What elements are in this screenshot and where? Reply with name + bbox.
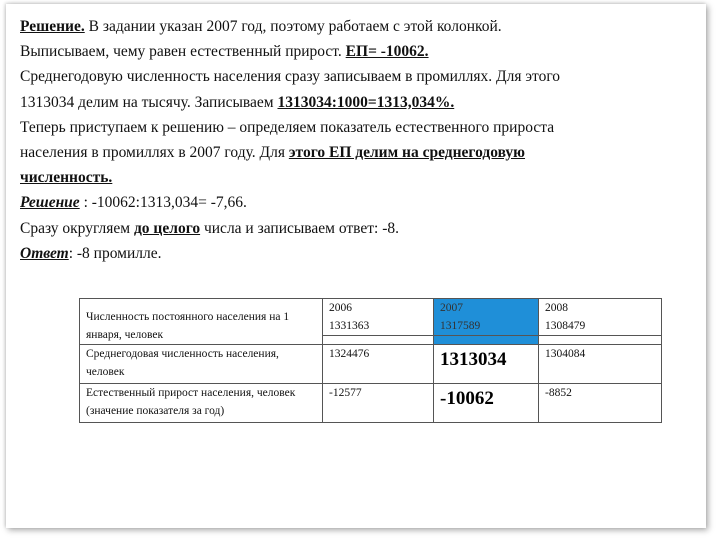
text-span: Среднегодовую численность населения сразу записываем в промиллях. Для этого xyxy=(20,68,561,86)
text-line-7 xyxy=(20,165,700,190)
text-line-1 xyxy=(20,14,700,39)
table-cell xyxy=(434,384,539,423)
text-line-3 xyxy=(20,64,700,89)
year-label: 2008 xyxy=(545,302,568,314)
solution-text xyxy=(20,14,700,266)
ep-value: ЕП= -10062. xyxy=(345,43,429,61)
text-span: Сразу округляем xyxy=(20,219,134,237)
cell-value: -8852 xyxy=(545,387,572,399)
text-span: числа и записываем ответ: -8. xyxy=(200,219,400,237)
year-label: 2007 xyxy=(440,302,463,314)
highlighted-value: -10062 xyxy=(440,388,494,409)
table-cell xyxy=(434,336,539,345)
table-cell xyxy=(539,336,662,345)
text-line-9 xyxy=(20,216,700,241)
cell-value: 1317589 xyxy=(440,320,481,332)
table-cell xyxy=(80,299,323,345)
year-header-2006 xyxy=(323,299,434,336)
text-span: : -10062:1313,034= -7,66. xyxy=(79,194,247,212)
table-cell xyxy=(434,345,539,384)
solution-label: Решение xyxy=(20,194,80,212)
table-cell xyxy=(539,345,662,384)
division-result: 1313034:1000=1313,034%. xyxy=(277,93,455,111)
row-label: Численность постоянного населения на 1 января, человек xyxy=(86,311,290,341)
emphasis-text: численность. xyxy=(20,169,113,187)
text-line-5 xyxy=(20,115,700,140)
table-cell xyxy=(80,384,323,423)
row-label: Среднегодовая численность населения, человек xyxy=(86,348,279,378)
text-span: : -8 промилле. xyxy=(68,244,162,262)
text-span: Теперь приступаем к решению – определяем показатель естественного прироста xyxy=(20,118,555,136)
text-line-10 xyxy=(20,241,700,266)
year-label: 2006 xyxy=(329,302,352,314)
text-span: Выписываем, чему равен естественный прирост. xyxy=(20,43,346,61)
table-row xyxy=(80,384,662,423)
year-header-2008 xyxy=(539,299,662,336)
text-span: населения в промиллях в 2007 году. Для xyxy=(20,144,289,162)
table-row xyxy=(80,299,662,336)
row-label: Естественный прирост населения, человек (значение показателя за год) xyxy=(86,387,296,417)
table-cell xyxy=(323,336,434,345)
cell-value: 1304084 xyxy=(545,348,586,360)
text-span: В задании указан 2007 год, поэтому работаем с этой колонкой. xyxy=(84,18,502,35)
table-row xyxy=(80,345,662,384)
table-cell xyxy=(539,384,662,423)
text-line-4 xyxy=(20,90,700,115)
highlighted-value: 1313034 xyxy=(440,349,507,370)
solution-heading: Решение. xyxy=(20,18,85,35)
table-cell xyxy=(323,345,434,384)
text-span: 1313034 делим на тысячу. Записываем xyxy=(20,93,278,111)
text-line-8 xyxy=(20,190,700,215)
cell-value: 1331363 xyxy=(329,320,370,332)
cell-value: 1324476 xyxy=(329,348,370,360)
text-line-6 xyxy=(20,140,700,165)
population-table xyxy=(79,298,662,423)
text-line-2 xyxy=(20,39,700,64)
cell-value: -12577 xyxy=(329,387,362,399)
emphasis-text: до целого xyxy=(133,219,201,237)
emphasis-text: этого ЕП делим на среднегодовую xyxy=(288,144,526,162)
year-header-2007 xyxy=(434,299,539,336)
cell-value: 1308479 xyxy=(545,320,586,332)
table-cell xyxy=(323,384,434,423)
answer-label: Ответ xyxy=(20,244,69,262)
table-cell xyxy=(80,345,323,384)
